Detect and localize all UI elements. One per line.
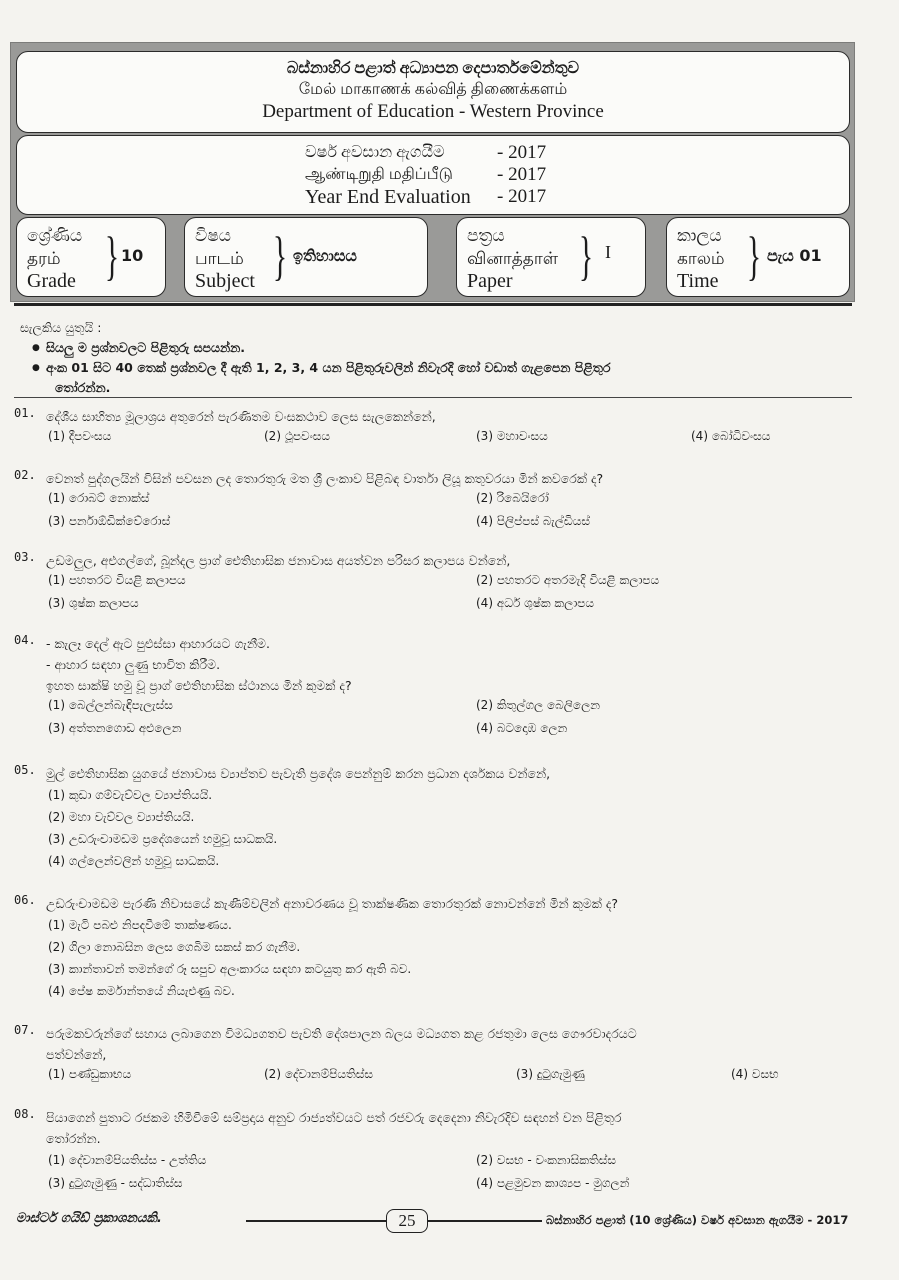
header-banner	[10, 42, 855, 302]
page-number: 25	[386, 1209, 428, 1233]
answer-option[interactable]: (1) රොබට් නොක්ස්	[48, 491, 150, 505]
answer-option[interactable]: (3) කාන්තාවන් තමන්ගේ රූ සපුව අලංකාරය සඳහා කටයුතු කර ඇති බව.	[48, 962, 412, 976]
grade-label-tamil: தரம்	[27, 249, 61, 268]
evaluation-sinhala: වර්ෂ අවසාන ඇගයීම	[305, 144, 445, 161]
answer-option[interactable]: (1) දේවානම්පියතිස්ස - උත්තිය	[48, 1153, 207, 1167]
question-number: 08.	[14, 1107, 36, 1121]
footer-rule	[246, 1220, 386, 1222]
evaluation-year: - 2017	[497, 186, 547, 207]
question-08	[14, 1107, 844, 1195]
question-number: 05.	[14, 763, 36, 777]
answer-option[interactable]: (2) ථූපවංසය	[264, 429, 330, 443]
answer-option[interactable]: (2) පහතරට අතරමැදි වියළි කලාපය	[476, 573, 660, 587]
paper-label-tamil: வினாத்தாள்	[467, 249, 559, 268]
question-02	[14, 468, 844, 535]
question-stem: උඩරුංචාමඩම පැරණි නිවාසයේ කැණීම්වලින් අනාවරණය වූ තාක්ෂණික තොරතුරක් නොවන්නේ මින් කුමක් ද?	[46, 896, 619, 911]
question-stem: වෙනත් පුද්ගලයින් විසින් පවසන ලද තොරතුරු මත ශ්‍රී ලංකාව පිළිබඳ වාර්තා ලියූ කතුවරයා මින් කවරෙක් ද?	[46, 471, 604, 486]
subject-value: ඉතිහාසය	[293, 246, 357, 265]
answer-option[interactable]: (3) දුටුගැමුණු	[516, 1067, 585, 1081]
paper-box	[456, 217, 646, 297]
answer-option[interactable]: (1) පහතරට වියළි කලාපය	[48, 573, 186, 587]
answer-option[interactable]: (1) දීපවංසය	[48, 429, 112, 443]
publisher-label: මාස්ටර් ගයිඩ් ප්‍රකාශනයකි.	[16, 1211, 162, 1226]
question-number: 03.	[14, 550, 36, 564]
question-stem: ඉහත සාක්ෂි හමු වූ ප්‍රාග් ඓතිහාසික ස්ථානය මින් කුමක් ද?	[46, 678, 352, 693]
question-04	[14, 633, 844, 742]
question-stem: මුල් ඓතිහාසික යුගයේ ජනාවාස ව්‍යාප්තව පැවැති ප්‍රදේශ පෙන්නුම් කරන ප්‍රධාන දර්ශකය වන්නේ,	[46, 766, 551, 781]
question-stem: තෝරන්න.	[46, 1131, 101, 1146]
answer-option[interactable]: (3) දුටුගැමුණු - සද්ධාතිස්ස	[48, 1176, 183, 1190]
answer-option[interactable]: (2) ගිලා නොබසින ලෙස ගෙබිම සකස් කර ගැනීම.	[48, 940, 301, 954]
answer-option[interactable]: (4) පේෂ කර්මාන්තයේ නියැළුණු බව.	[48, 984, 235, 998]
answer-option[interactable]: (4) වසභ	[731, 1067, 779, 1081]
time-label-english: Time	[677, 270, 719, 292]
time-value: පැය 01	[767, 246, 822, 265]
question-stem: පියාගෙන් පුතාට රජකම හිමිවීමේ සම්ප්‍රදාය අනුව රාජ්‍යත්වයට පත් රජවරු දෙදෙනා නිවැරදිව සඳහන් වන පිළිතුර	[46, 1110, 622, 1125]
question-number: 01.	[14, 406, 36, 420]
brace-icon: }	[104, 226, 120, 286]
grade-value: 10	[121, 246, 144, 265]
answer-option[interactable]: (4) පිලිප්පස් බැල්ඩියස්	[476, 514, 591, 528]
question-stem: - ආහාර සඳහා ලුණු භාවිත කිරීම.	[46, 657, 221, 672]
answer-option[interactable]: (4) බෝධිවංසය	[691, 429, 771, 443]
question-07	[14, 1023, 844, 1087]
answer-option[interactable]: (2) වසභ - වංකනාසිකතිස්ස	[476, 1153, 616, 1167]
evaluation-year: - 2017	[497, 164, 547, 185]
answer-option[interactable]: (1) බෙල්ලන්බැඳිපැලැස්ස	[48, 698, 173, 712]
answer-option[interactable]: (4) අර්ධ ශුෂ්ක කලාපය	[476, 596, 595, 610]
header-divider	[14, 303, 852, 306]
answer-option[interactable]: (4) ගල්ලෙන්වලින් හමුවූ සාධකයි.	[48, 854, 220, 868]
question-05	[14, 763, 844, 872]
department-box	[16, 51, 850, 133]
grade-box	[16, 217, 166, 297]
paper-value: I	[605, 242, 611, 262]
subject-label-tamil: பாடம்	[195, 249, 244, 268]
question-06	[14, 893, 844, 1002]
footer-exam-title: බස්නාහිර පළාත් (10 ශ්‍රේණිය) වර්ෂ අවසාන ඇගයීම - 2017	[546, 1213, 849, 1227]
paper-label-english: Paper	[467, 270, 513, 292]
answer-option[interactable]: (4) පළමුවන කාශ්‍යප - මුගලන්	[476, 1176, 630, 1190]
answer-option[interactable]: (3) අත්තනගොඩ අළුලෙන	[48, 721, 182, 735]
time-label-tamil: காலம்	[677, 249, 725, 268]
time-box	[666, 217, 850, 297]
evaluation-year: - 2017	[497, 142, 547, 163]
instruction-item: ● සියලු ම ප්‍රශ්නවලට පිළිතුරු සපයන්න.	[20, 338, 850, 358]
answer-option[interactable]: (2) දේවානම්පියතිස්ස	[264, 1067, 374, 1081]
question-number: 04.	[14, 633, 36, 647]
answer-option[interactable]: (3) පර්නාඕඩික්වේරොස්	[48, 514, 171, 528]
paper-label-sinhala: පත්‍රය	[467, 226, 505, 245]
question-stem: පත්වන්නේ,	[46, 1047, 107, 1062]
answer-option[interactable]: (4) බටදොඹ ලෙන	[476, 721, 568, 735]
question-stem: උඩමලුල, අළුගල්ගේ, බූන්දල ප්‍රාග් ඓතිහාසික ජනාවාස අයත්වන පරිසර කලාපය වන්නේ,	[46, 553, 511, 568]
instruction-item: ● අංක 01 සිට 40 තෙක් ප්‍රශ්නවල දී ඇති 1, 2, 3, 4 යන පිළිතුරුවලින් නිවැරදි හෝ වඩාත් ගැළපෙන පිළිතුර	[20, 358, 850, 378]
question-number: 02.	[14, 468, 36, 482]
question-number: 07.	[14, 1023, 36, 1037]
time-label-sinhala: කාලය	[677, 226, 722, 245]
answer-option[interactable]: (3) උඩරුංචාමඩම ප්‍රදේශයෙන් හමුවූ සාධකයි.	[48, 832, 278, 846]
answer-option[interactable]: (3) ශුෂ්ක කලාපය	[48, 596, 139, 610]
question-number: 06.	[14, 893, 36, 907]
subject-box	[184, 217, 428, 297]
subject-label-sinhala: විෂය	[195, 226, 231, 245]
question-stem: පරුමකවරුන්ගේ සහාය ලබාගෙන විමධ්‍යගතව පැවති දේශපාලන බලය මධ්‍යගත කළ රජතුමා ලෙස ගෞරවාදරයට	[46, 1026, 637, 1041]
question-stem: දේශීය සාහිත්‍ය මූලාශ්‍රය අතුරෙන් පැරණිතම වංසකථාව ලෙස සැලකෙන්නේ,	[46, 409, 436, 424]
instructions-heading: සැලකිය යුතුයි :	[20, 320, 102, 335]
answer-option[interactable]: (2) රිබෙයිරෝ	[476, 491, 549, 505]
answer-option[interactable]: (3) මහාවංසය	[476, 429, 548, 443]
evaluation-box	[16, 135, 850, 215]
instructions-divider	[14, 397, 852, 398]
department-name-english: Department of Education - Western Province	[262, 101, 604, 122]
grade-label-english: Grade	[27, 270, 76, 292]
grade-label-sinhala: ශ්‍රේණිය	[27, 226, 83, 245]
answer-option[interactable]: (1) මැටි පබළු නිපදවීමේ තාක්ෂණය.	[48, 918, 232, 932]
question-03	[14, 550, 844, 617]
subject-label-english: Subject	[195, 270, 255, 292]
page-footer	[14, 1208, 859, 1234]
department-name-tamil: மேல் மாகாணக் கல்வித் திணைக்களம்	[298, 81, 568, 98]
instructions	[20, 318, 850, 398]
brace-icon: }	[272, 226, 288, 286]
answer-option[interactable]: (1) පණ්ඩුකාභය	[48, 1067, 132, 1081]
question-01	[14, 406, 844, 449]
brace-icon: }	[578, 226, 594, 286]
evaluation-english: Year End Evaluation	[305, 185, 471, 208]
department-name-sinhala: බස්නාහිර පළාත් අධ්‍යාපන දෙපාර්තමේන්තුව	[286, 60, 580, 77]
answer-option[interactable]: (2) මහා වැව්වල ව්‍යාප්තියයි.	[48, 810, 195, 824]
answer-option[interactable]: (1) කුඩා ගම්වැව්වල ව්‍යාප්තියයි.	[48, 788, 213, 802]
brace-icon: }	[746, 226, 762, 286]
answer-option[interactable]: (2) කිතුල්ගල බෙලිලෙන	[476, 698, 600, 712]
footer-rule	[428, 1220, 542, 1222]
question-stem: - කැලෑ දෙල් ඇට පුළුස්සා ආහාරයට ගැනීම.	[46, 636, 270, 651]
instruction-item-continued: තෝරන්න.	[55, 380, 111, 395]
evaluation-tamil: ஆண்டிறுதி மதிப்பீடு	[305, 166, 453, 183]
